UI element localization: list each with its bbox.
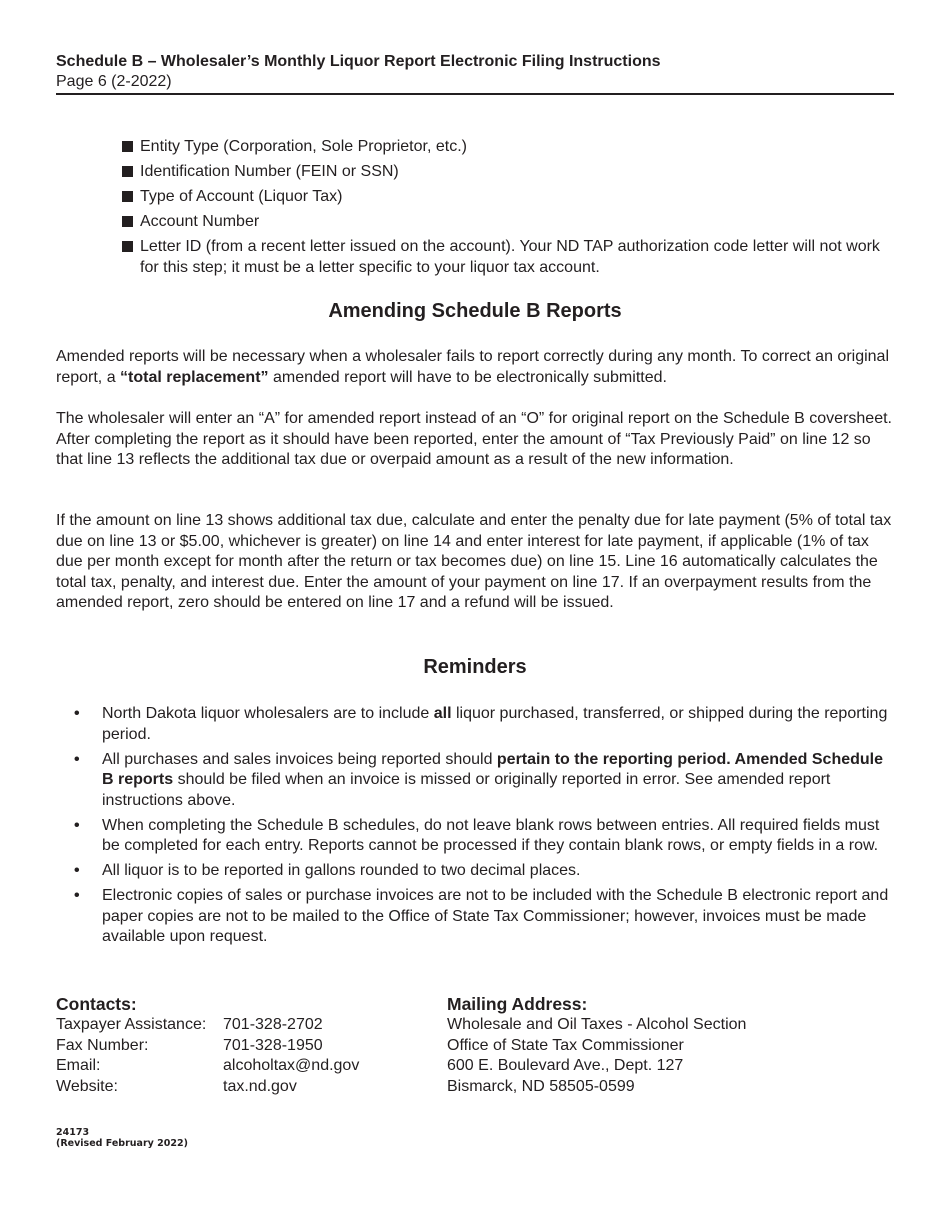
contact-label: Email: bbox=[56, 1057, 101, 1074]
document-title: Schedule B – Wholesaler’s Monthly Liquor Report Electronic Filing Instructions bbox=[56, 53, 661, 70]
contacts-section bbox=[56, 993, 436, 1097]
reminders-list bbox=[56, 704, 894, 952]
page-header bbox=[56, 52, 894, 95]
bold-text: “total replacement” bbox=[120, 368, 269, 386]
bold-text: all bbox=[433, 705, 452, 722]
form-footer bbox=[56, 1127, 188, 1149]
list-item: Account Number bbox=[122, 212, 894, 233]
contact-email[interactable]: alcoholtax@nd.gov bbox=[223, 1057, 360, 1074]
text-run: All purchases and sales invoices being reported should bbox=[102, 750, 497, 768]
contact-value: 701-328-1950 bbox=[223, 1036, 323, 1054]
form-number: 24173 bbox=[56, 1127, 90, 1138]
list-item: • Electronic copies of sales or purchase invoices are not to be included with the Schedule B electronic report and paper copies are not to be mailed to the Office of State Tax Commissioner; however, invoices must be made available upon request. bbox=[56, 886, 894, 948]
address-line: Wholesale and Oil Taxes - Alcohol Section bbox=[447, 1016, 747, 1033]
revision-date: (Revised February 2022) bbox=[56, 1138, 188, 1149]
text-run: liquor purchased, transferred, or shipped during the reporting period. bbox=[102, 705, 888, 743]
amending-paragraph-1 bbox=[56, 347, 894, 388]
text-run: amended report will have to be electronically submitted. bbox=[268, 368, 667, 386]
list-item: Identification Number (FEIN or SSN) bbox=[122, 162, 894, 183]
text-run: Amended reports will be necessary when a wholesaler fails to report correctly during any month. To correct an original report, a bbox=[56, 348, 889, 386]
list-item: Type of Account (Liquor Tax) bbox=[122, 187, 894, 208]
text-run: North Dakota liquor wholesalers are to include bbox=[102, 705, 434, 722]
bold-text: pertain to the reporting period. Amended Schedule B reports bbox=[102, 750, 884, 788]
address-line: Bismarck, ND 58505-0599 bbox=[447, 1077, 635, 1095]
mailing-title: Mailing Address: bbox=[447, 994, 588, 1014]
text-run: should be filed when an invoice is missed or originally reported in error. See amended report instructions above. bbox=[102, 771, 831, 809]
contact-value: 701-328-2702 bbox=[223, 1016, 323, 1033]
page-number: Page 6 (2-2022) bbox=[56, 73, 172, 90]
contacts-title: Contacts: bbox=[56, 994, 137, 1014]
contact-row bbox=[56, 1056, 436, 1077]
reminders-heading: Reminders bbox=[423, 656, 527, 678]
amending-paragraph-3: If the amount on line 13 shows additional tax due, calculate and enter the penalty due for late payment (5% of total tax due on line 13 or $5.00, whichever is greater) on line 14 and enter interest for late payment, if applicable (1% of tax due per month except for month after the return or tax becomes due) on line 15. Line 16 automatically calculates the total tax, penalty, and interest due. Enter the amount of your payment on line 17. If an overpayment results from the amended report, zero should be entered on line 17 and a refund will be issued. bbox=[56, 512, 892, 611]
contact-website[interactable]: tax.nd.gov bbox=[223, 1077, 297, 1095]
address-line: Office of State Tax Commissioner bbox=[447, 1036, 684, 1054]
login-requirements-list bbox=[122, 137, 894, 283]
contact-label: Website: bbox=[56, 1077, 118, 1095]
list-item bbox=[56, 704, 894, 745]
contact-label: Taxpayer Assistance: bbox=[56, 1016, 207, 1033]
address-line: 600 E. Boulevard Ave., Dept. 127 bbox=[447, 1057, 684, 1074]
contact-row bbox=[56, 1077, 436, 1098]
mailing-address-section bbox=[447, 993, 887, 1097]
amending-paragraph-2: The wholesaler will enter an “A” for amended report instead of an “O” for original report on the Schedule B coversheet. After completing the report as it should have been reported, enter the amount of “Tax Previously Paid” on line 12 so that line 13 reflects the additional tax due or overpaid amount as a result of the new information. bbox=[56, 410, 892, 468]
contact-row bbox=[56, 1015, 436, 1036]
list-item: Letter ID (from a recent letter issued on the account). Your ND TAP authorization code letter will not work for this step; it must be a letter specific to your liquor tax account. bbox=[122, 237, 894, 278]
list-item: Entity Type (Corporation, Sole Proprietor, etc.) bbox=[122, 137, 894, 158]
list-item: • All liquor is to be reported in gallons rounded to two decimal places. bbox=[56, 861, 894, 882]
list-item: • When completing the Schedule B schedules, do not leave blank rows between entries. All required fields must be completed for each entry. Reports cannot be processed if they contain blank rows, or empty fields in a row. bbox=[56, 816, 894, 857]
amending-heading: Amending Schedule B Reports bbox=[328, 300, 622, 322]
contact-label: Fax Number: bbox=[56, 1036, 149, 1054]
list-item bbox=[56, 750, 894, 812]
contact-row bbox=[56, 1036, 436, 1057]
